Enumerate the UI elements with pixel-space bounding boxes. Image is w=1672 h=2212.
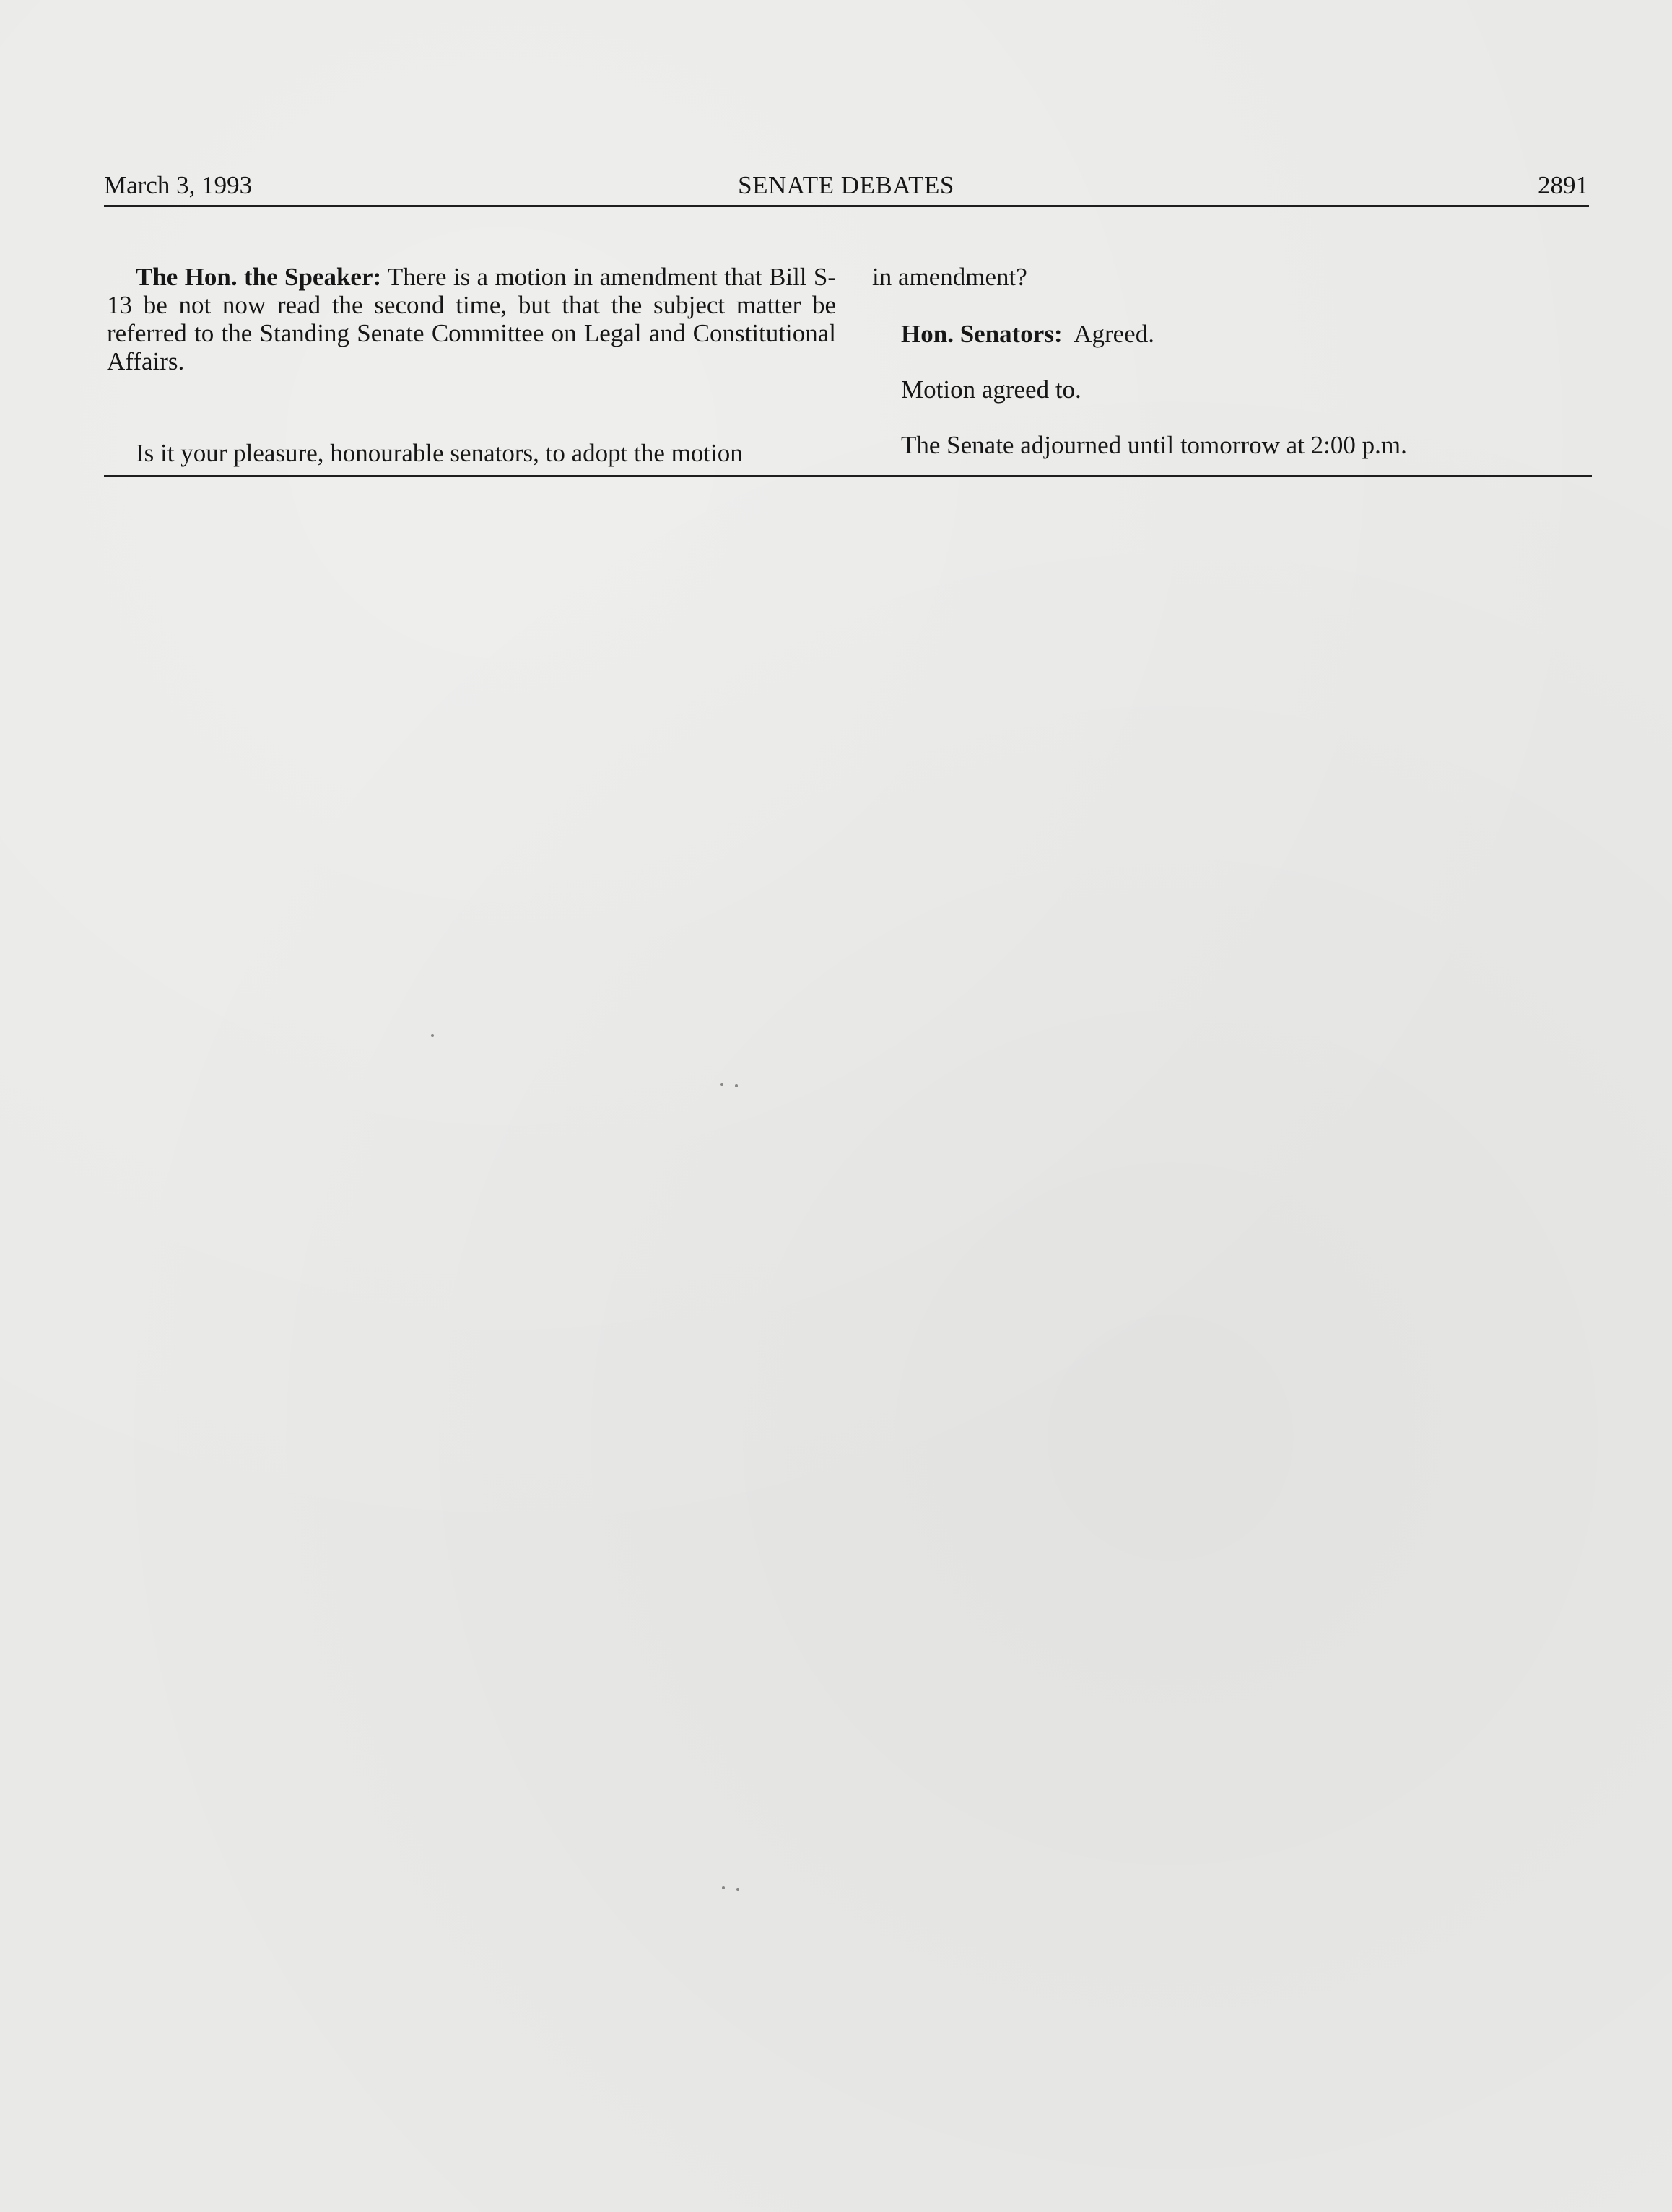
question-paragraph: Is it your pleasure, honourable senators, to adopt the motion	[136, 439, 743, 467]
page-header	[104, 167, 1588, 204]
scan-speck	[735, 1084, 738, 1087]
scan-speck	[431, 1034, 434, 1037]
adjournment-notice: The Senate adjourned until tomorrow at 2:00 p.m.	[901, 431, 1407, 459]
header-rule	[104, 205, 1589, 207]
scan-speck	[736, 1888, 739, 1891]
question-continuation: in amendment?	[872, 263, 1027, 291]
scan-speck	[722, 1886, 725, 1889]
header-page-number: 2891	[1538, 171, 1588, 199]
speaker-paragraph	[107, 263, 836, 375]
left-column	[107, 263, 836, 467]
header-title: SENATE DEBATES	[738, 171, 954, 199]
senators-label: Hon. Senators:	[901, 320, 1063, 348]
scan-speck	[720, 1083, 723, 1086]
section-end-rule	[104, 475, 1592, 477]
senators-response-paragraph	[872, 320, 1594, 348]
motion-result: Motion agreed to.	[901, 375, 1081, 404]
speaker-name: The Hon. the Speaker:	[136, 263, 382, 291]
speaker-text: There is a motion in amendment that Bill S-13 be not now read the second time, but that the subject matter be referred to the Standing Senate Committee on Legal and Constitutional Affairs.	[107, 263, 836, 375]
header-date: March 3, 1993	[104, 171, 253, 199]
right-column	[872, 263, 1594, 459]
senators-response: Agreed.	[1074, 320, 1154, 348]
